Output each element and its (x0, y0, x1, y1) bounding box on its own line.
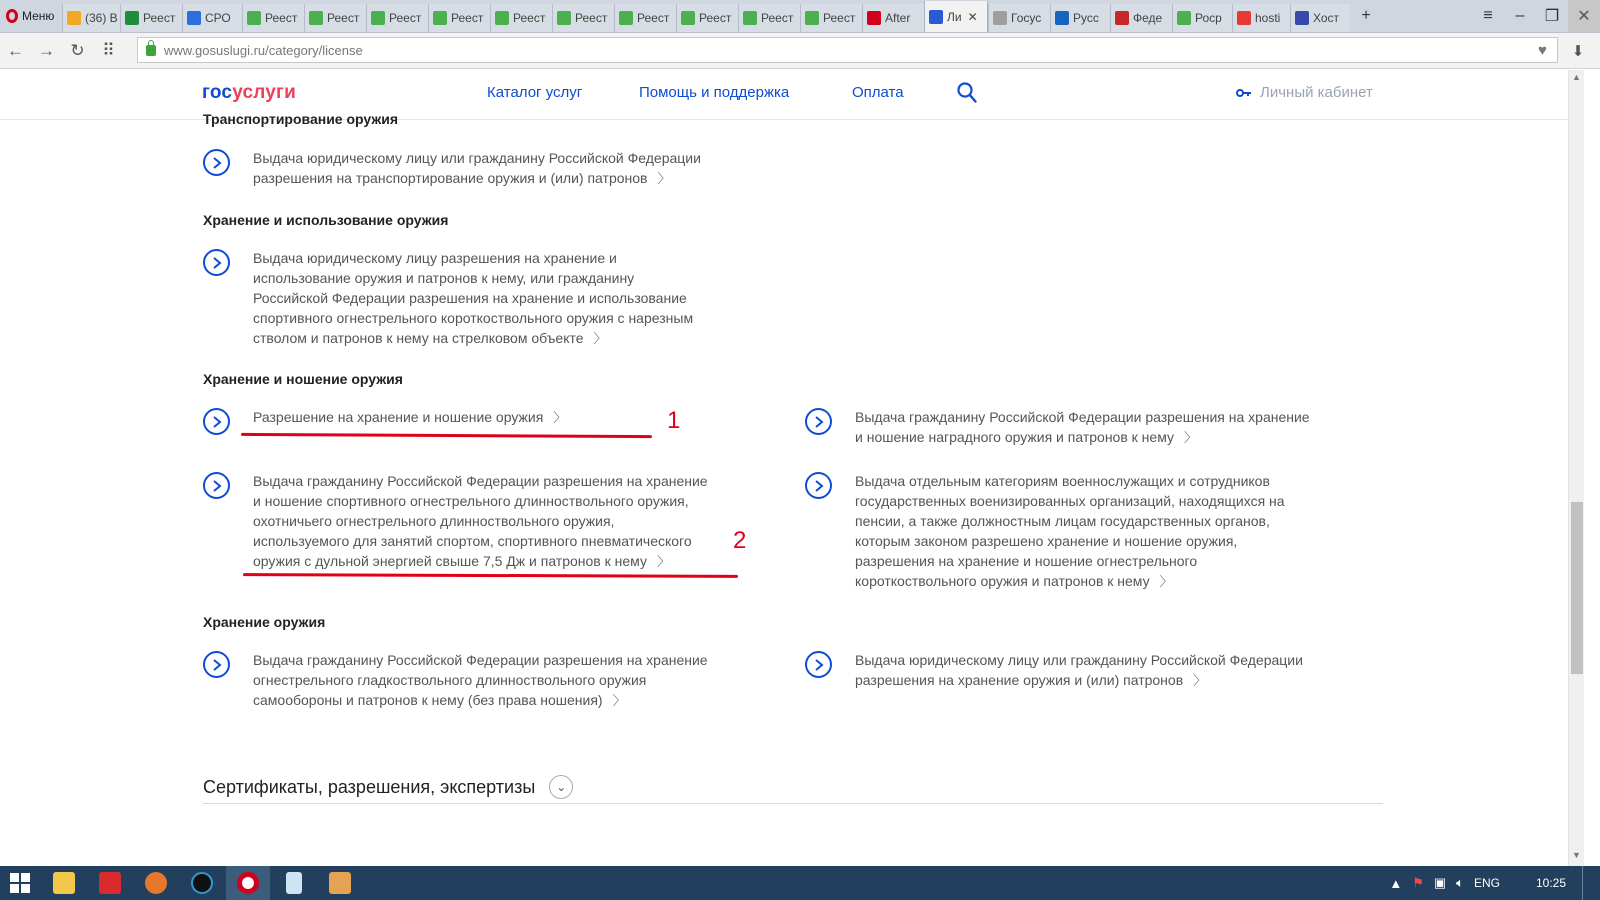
certificates-accordion[interactable] (203, 775, 573, 799)
tab-title: hosti (1255, 11, 1281, 25)
language-indicator[interactable]: ENG (1473, 876, 1500, 890)
system-tray (1389, 866, 1600, 900)
chevron-right-circle-icon[interactable] (805, 408, 832, 435)
tab-title: (36) В (85, 11, 118, 25)
logo-part-1: гос (202, 82, 233, 103)
tab-favicon-icon (681, 11, 695, 25)
annotation-number-2: 2 (733, 527, 747, 554)
section-title-transport: Транспортирование оружия (203, 111, 399, 127)
browser-tab[interactable] (800, 4, 862, 32)
vivaldi-icon (99, 872, 121, 894)
tab-favicon-icon (1177, 11, 1191, 25)
service-link-line: Выдача юридическому лицу или гражданину Российской Федерации (855, 652, 1303, 668)
tab-title: Феде (1133, 11, 1163, 25)
tab-favicon-icon (433, 11, 447, 25)
browser-tab[interactable] (1172, 4, 1232, 32)
personal-cabinet-link[interactable] (1236, 84, 1373, 101)
browser-tab[interactable] (676, 4, 738, 32)
speed-dial-icon[interactable]: ⠿ (102, 40, 115, 60)
minimize-button[interactable]: – (1515, 6, 1525, 24)
chevron-right-circle-icon[interactable] (805, 472, 832, 499)
browser-tab-strip (0, 0, 1600, 33)
service-link-line: Разрешение на хранение и ношение оружия (253, 409, 544, 425)
tab-favicon-icon (743, 11, 757, 25)
chevron-right-circle-icon[interactable] (805, 651, 832, 678)
url-field[interactable] (137, 37, 1530, 63)
clock[interactable]: 10:25 (1535, 876, 1566, 890)
start-button[interactable] (0, 866, 40, 900)
browser-tab[interactable] (614, 4, 676, 32)
service-link-line: пенсии, а также должностным лицам государственных органов, (855, 513, 1270, 529)
service-link[interactable] (203, 407, 566, 435)
service-link-line: огнестрельного гладкоствольного длинноствольного оружия (253, 672, 647, 688)
nav-payment[interactable]: Оплата (852, 84, 904, 101)
service-link-line: Выдача гражданину Российской Федерации разрешения на хранение (253, 473, 708, 489)
divider (203, 803, 1383, 804)
browser-tab[interactable] (1290, 4, 1350, 32)
chevron-right-icon: 〉 (656, 554, 670, 569)
volume-icon[interactable]: 🔈︎ (1456, 875, 1464, 890)
windows-taskbar (0, 866, 1600, 900)
taskbar-notepad[interactable] (272, 866, 316, 900)
tab-favicon-icon (993, 11, 1007, 25)
tab-favicon-icon (867, 11, 881, 25)
browser-tab[interactable] (988, 4, 1050, 32)
section-title-storage-use: Хранение и использование оружия (203, 212, 449, 228)
tab-title: Реест (699, 11, 732, 25)
service-link-line: охотничьего огнестрельного длинноствольного оружия, (253, 513, 615, 529)
address-bar-row (0, 33, 1600, 69)
taskbar-app[interactable] (180, 866, 224, 900)
tab-title: Реест (823, 11, 856, 25)
reload-button[interactable]: ↻ (70, 40, 85, 60)
chevron-right-icon: 〉 (593, 331, 607, 346)
tab-favicon-icon (309, 11, 323, 25)
service-link-line: государственных военизированных организаций, находящихся на (855, 493, 1285, 509)
service-link-text[interactable] (253, 407, 566, 435)
license-category-content (0, 111, 1568, 866)
nav-catalog[interactable]: Каталог услуг (487, 84, 583, 101)
maximize-button[interactable]: ❐ (1544, 7, 1560, 25)
browser-tab[interactable] (366, 4, 428, 32)
scroll-down-icon[interactable]: ▼ (1572, 850, 1581, 860)
service-link[interactable] (203, 148, 701, 189)
service-link-line: Выдача отдельным категориям военнослужащих и сотрудников (855, 473, 1270, 489)
service-link[interactable] (203, 650, 708, 711)
notepad-icon (286, 872, 302, 894)
opera-logo-icon (6, 9, 18, 23)
service-link-text[interactable] (253, 148, 701, 189)
tab-title: СРО (205, 11, 231, 25)
gosuslugi-logo[interactable] (202, 82, 296, 104)
bookmark-heart-icon[interactable]: ♥ (1528, 37, 1558, 63)
tab-favicon-icon (1115, 11, 1129, 25)
browser-tab[interactable] (924, 1, 988, 32)
browser-tab[interactable] (182, 4, 242, 32)
service-link-line: разрешения на транспортирование оружия и (или) патронов (253, 170, 648, 186)
back-button[interactable]: ← (7, 40, 24, 60)
service-link-line: разрешения на хранение и ношение огнестрельного (855, 553, 1198, 569)
service-link-line: и ношение наградного оружия и патронов к нему (855, 429, 1174, 445)
service-link-line: самообороны и патронов к нему (без права ношения) (253, 692, 603, 708)
section-title-storage: Хранение оружия (203, 614, 326, 630)
tab-title: Реест (637, 11, 670, 25)
tab-favicon-icon (1055, 11, 1069, 25)
chevron-right-icon: 〉 (1159, 574, 1173, 589)
service-link-line: Выдача юридическому лицу разрешения на хранение и (253, 250, 617, 266)
browser-tab[interactable] (62, 4, 120, 32)
taskbar-gimp[interactable] (318, 866, 362, 900)
tab-title: Хост (1313, 11, 1340, 25)
app-icon (191, 872, 213, 894)
new-tab-button[interactable]: + (1361, 6, 1371, 24)
tray-expand-icon[interactable]: ▲ (1389, 875, 1403, 891)
tab-title: Роср (1195, 11, 1222, 25)
red-underline-1 (241, 433, 652, 438)
service-link-line: стволом и патронов к нему на стрелковом объекте (253, 330, 584, 346)
tab-favicon-icon (67, 11, 81, 25)
tab-title: Реест (513, 11, 546, 25)
tab-favicon-icon (371, 11, 385, 25)
service-link[interactable] (805, 407, 1310, 448)
tab-title: Реест (761, 11, 794, 25)
service-link[interactable] (805, 650, 1303, 691)
tab-favicon-icon (557, 11, 571, 25)
tab-title: Реест (451, 11, 484, 25)
annotation-number-1: 1 (667, 407, 681, 434)
service-link-text[interactable] (855, 471, 1285, 592)
service-link-line: короткоствольного оружия и патронов к нему (855, 573, 1150, 589)
service-link[interactable] (203, 248, 693, 349)
service-link-line: Выдача юридическому лицу или гражданину Российской Федерации (253, 150, 701, 166)
chevron-right-circle-icon[interactable] (203, 472, 230, 499)
service-link-text[interactable] (253, 248, 693, 349)
tab-favicon-icon (619, 11, 633, 25)
browser-tab[interactable] (1050, 4, 1110, 32)
firefox-icon (145, 872, 167, 894)
tab-favicon-icon (495, 11, 509, 25)
browser-tab[interactable] (1232, 4, 1290, 32)
tab-title: Реест (265, 11, 298, 25)
taskbar-opera[interactable] (226, 866, 270, 900)
folder-icon (53, 872, 75, 894)
tab-title: Госус (1011, 11, 1042, 25)
cabinet-label: Личный кабинет (1260, 84, 1373, 101)
logo-part-2: услуги (232, 82, 297, 103)
gimp-icon (329, 872, 351, 894)
browser-tab[interactable] (490, 4, 552, 32)
tab-favicon-icon (187, 11, 201, 25)
network-icon[interactable]: ▣ (1433, 875, 1447, 890)
chevron-right-circle-icon[interactable] (203, 249, 230, 276)
chevron-right-icon: 〉 (1193, 673, 1207, 688)
service-link-line: оружия с дульной энергией свыше 7,5 Дж и патронов к нему (253, 553, 647, 569)
service-link-line: Выдача гражданину Российской Федерации разрешения на хранение (855, 409, 1310, 425)
tab-favicon-icon (125, 11, 139, 25)
taskbar-explorer[interactable] (42, 866, 86, 900)
chevron-right-icon: 〉 (1183, 430, 1197, 445)
scroll-thumb[interactable] (1571, 502, 1583, 674)
tab-title: Реест (575, 11, 608, 25)
chevron-down-icon[interactable]: ⌄ (549, 775, 573, 799)
service-link-line: и ношение спортивного огнестрельного длинноствольного оружия, (253, 493, 689, 509)
service-link-line: использование оружия и патронов к нему, или гражданину (253, 270, 635, 286)
chevron-right-circle-icon[interactable] (203, 149, 230, 176)
certificates-title: Сертификаты, разрешения, экспертизы (203, 776, 536, 797)
service-link-line: которым законом разрешено хранение и ношение оружия, (855, 533, 1238, 549)
tab-title: Реест (327, 11, 360, 25)
search-icon[interactable] (957, 82, 977, 104)
tab-favicon-icon (247, 11, 261, 25)
service-link-line: разрешения на хранение оружия и (или) патронов (855, 672, 1184, 688)
tab-favicon-icon (1295, 11, 1309, 25)
windows-logo-icon (10, 873, 30, 893)
service-link-text[interactable] (253, 650, 708, 711)
chevron-right-circle-icon[interactable] (203, 408, 230, 435)
chevron-right-circle-icon[interactable] (203, 651, 230, 678)
tab-favicon-icon (1237, 11, 1251, 25)
tab-title: Ли (947, 9, 962, 24)
taskbar-vivaldi[interactable] (88, 866, 132, 900)
scroll-up-icon[interactable]: ▲ (1572, 72, 1581, 82)
browser-tab[interactable] (862, 4, 924, 32)
opera-icon (237, 872, 259, 894)
service-link[interactable] (805, 471, 1285, 592)
window-close-button[interactable]: ✕ (1568, 0, 1600, 32)
red-underline-2 (243, 573, 738, 578)
chevron-right-icon: 〉 (612, 693, 626, 708)
show-desktop-button[interactable] (1582, 866, 1588, 900)
tab-title: Русс (1073, 11, 1099, 25)
service-link-line: Российской Федерации разрешения на хранение и использование (253, 290, 687, 306)
service-link-line: спортивного огнестрельного короткоствольного оружия с нарезным (253, 310, 694, 326)
service-link-text[interactable] (855, 407, 1310, 448)
key-icon (1236, 88, 1252, 98)
service-link-line: Выдача гражданину Российской Федерации разрешения на хранение (253, 652, 708, 668)
network-warning-icon[interactable]: ⚑ (1412, 875, 1424, 890)
service-link-text[interactable] (253, 471, 708, 572)
tab-close-icon[interactable]: ✕ (967, 9, 978, 24)
browser-tab[interactable] (738, 4, 800, 32)
browser-tab[interactable] (242, 4, 304, 32)
tab-menu-icon[interactable]: ≡ (1483, 6, 1493, 24)
chevron-right-icon: 〉 (657, 171, 671, 186)
download-icon[interactable]: ⬇ (1571, 43, 1585, 60)
chevron-right-icon: 〉 (553, 410, 567, 425)
tab-favicon-icon (929, 10, 943, 24)
url-text: www.gosuslugi.ru/category/license (164, 42, 363, 58)
service-link-text[interactable] (855, 650, 1303, 691)
browser-tab[interactable] (428, 4, 490, 32)
opera-menu-label: Меню (22, 8, 55, 23)
forward-button[interactable]: → (38, 40, 55, 60)
service-link[interactable] (203, 471, 708, 572)
browser-tab[interactable] (304, 4, 366, 32)
lock-icon (146, 45, 156, 56)
taskbar-firefox[interactable] (134, 866, 178, 900)
service-link-line: используемого для занятий спортом, спортивного пневматического (253, 533, 692, 549)
tab-title: Реест (389, 11, 422, 25)
tab-favicon-icon (805, 11, 819, 25)
opera-menu-button[interactable] (0, 0, 62, 32)
page-scrollbar[interactable] (1568, 70, 1584, 866)
section-title-storage-carry: Хранение и ношение оружия (203, 371, 403, 387)
tab-title: Реест (143, 11, 176, 25)
browser-tab[interactable] (552, 4, 614, 32)
browser-tab[interactable] (1110, 4, 1172, 32)
tab-title: After (885, 11, 911, 25)
nav-help[interactable]: Помощь и поддержка (639, 84, 790, 101)
tab-list (62, 0, 1350, 32)
browser-tab[interactable] (120, 4, 182, 32)
